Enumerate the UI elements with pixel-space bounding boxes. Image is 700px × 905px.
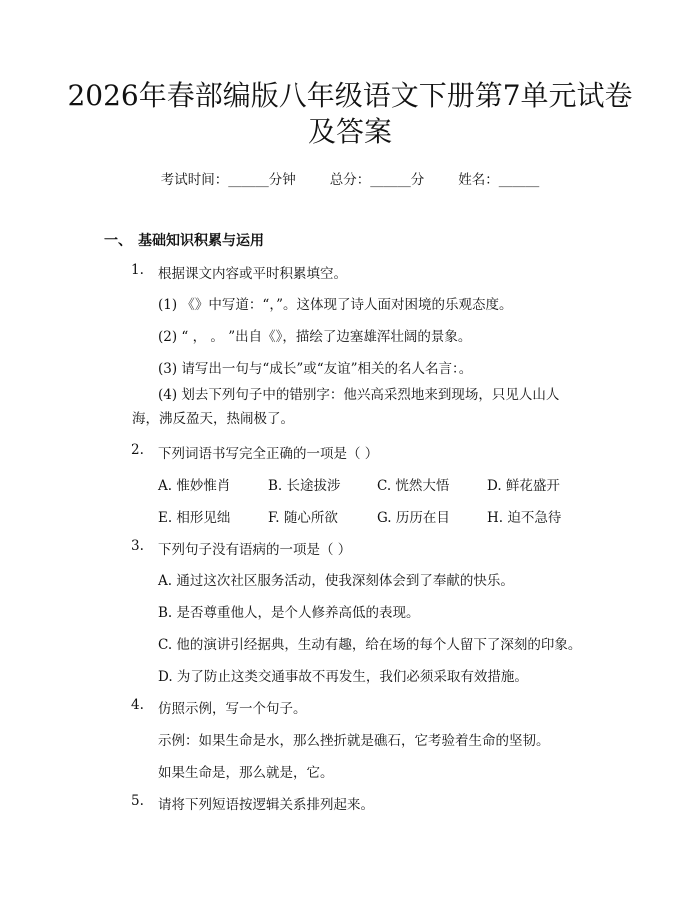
q1-item-4: (4) 划去下列句子中的错别字：他兴高采烈地来到现场，只见人山人海，沸反盈天，热闹极了。 bbox=[132, 387, 560, 427]
q2-option-e: E. 相形见绌 bbox=[158, 510, 231, 526]
q4-prompt: 如果生命是，那么就是，它。 bbox=[158, 765, 334, 781]
page-title: 2026年春部编版八年级语文下册第7单元试卷及答案 bbox=[67, 79, 633, 148]
q1-stem: 根据课文内容或平时积累填空。 bbox=[158, 266, 347, 282]
q4-number: 4. bbox=[131, 697, 144, 713]
total-score: 总分：______分 bbox=[329, 172, 425, 188]
q2-stem: 下列词语书写完全正确的一项是（ ） bbox=[158, 446, 379, 462]
q2-option-f: F. 随心所欲 bbox=[268, 510, 338, 526]
q1-number: 1. bbox=[131, 262, 144, 278]
q3-stem: 下列句子没有语病的一项是（ ） bbox=[158, 542, 352, 558]
q2-option-d: D. 鲜花盛开 bbox=[487, 478, 560, 494]
q2-number: 2. bbox=[131, 442, 144, 458]
exam-time: 考试时间：______分钟 bbox=[160, 172, 296, 188]
q2-option-g: G. 历历在目 bbox=[377, 510, 450, 526]
student-name: 姓名：______ bbox=[458, 172, 540, 188]
q4-stem: 仿照示例，写一个句子。 bbox=[158, 701, 307, 717]
q3-option-c: C. 他的演讲引经据典，生动有趣，给在场的每个人留下了深刻的印象。 bbox=[158, 637, 582, 653]
q5-number: 5. bbox=[131, 793, 144, 809]
q3-option-a: A. 通过这次社区服务活动，使我深刻体会到了奉献的快乐。 bbox=[158, 573, 514, 589]
q2-option-h: H. 迫不急待 bbox=[487, 510, 562, 526]
section-heading bbox=[104, 230, 264, 250]
exam-meta bbox=[0, 168, 700, 188]
q2-option-b: B. 长途拔涉 bbox=[268, 478, 341, 494]
q2-option-c: C. 恍然大悟 bbox=[377, 478, 450, 494]
q1-item-3: (3) 请写出一句与“成长”或“友谊”相关的名人名言：。 bbox=[158, 361, 473, 377]
q1-item-2: (2) “ ， 。 ”出自《》，描绘了边塞雄浑壮阔的景象。 bbox=[158, 329, 472, 345]
q5-stem: 请将下列短语按逻辑关系排列起来。 bbox=[158, 797, 374, 813]
q1-item-1: (1) 《》中写道：“，”。这体现了诗人面对困境的乐观态度。 bbox=[158, 297, 513, 313]
q2-option-a: A. 惟妙惟肖 bbox=[158, 478, 231, 494]
q3-option-d: D. 为了防止这类交通事故不再发生，我们必须采取有效措施。 bbox=[158, 669, 528, 685]
q3-number: 3. bbox=[131, 538, 144, 554]
q4-example: 示例：如果生命是水，那么挫折就是礁石，它考验着生命的坚韧。 bbox=[158, 733, 550, 749]
q3-option-b: B. 是否尊重他人，是个人修养高低的表现。 bbox=[158, 605, 420, 621]
section-label: 基础知识积累与运用 bbox=[138, 233, 264, 249]
section-number: 一、 bbox=[104, 233, 132, 249]
